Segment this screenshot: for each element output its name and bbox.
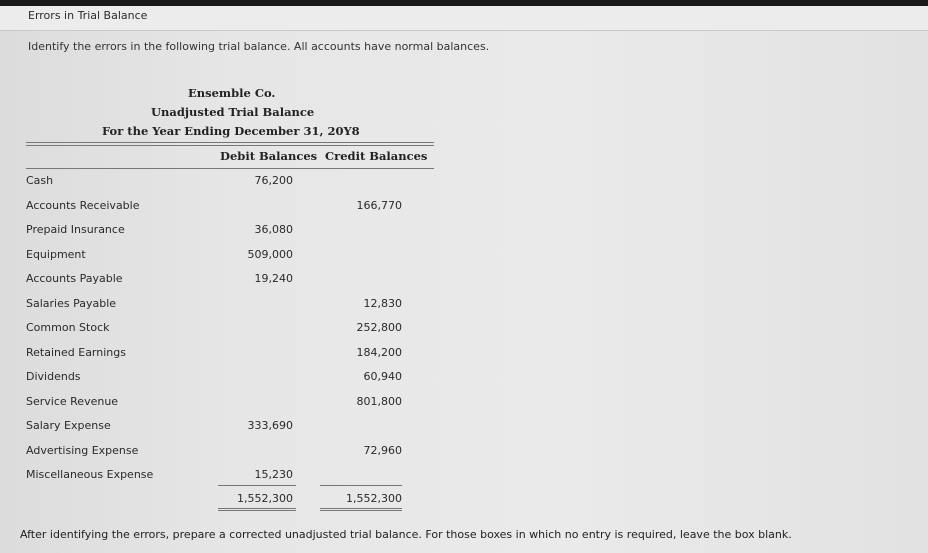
footer-instructions: After identifying the errors, prepare a corrected unadjusted trial balance. For those boxes in which no entry is required, leave the box blank. (20, 528, 792, 541)
debit-amount: 76,200 (254, 174, 293, 187)
column-header-divider (26, 168, 434, 169)
report-period: For the Year Ending December 31, 20Y8 (102, 124, 360, 138)
credit-amount: 801,800 (356, 395, 402, 408)
debit-column-header: Debit Balances (220, 149, 318, 163)
debit-amount: 36,080 (254, 223, 293, 236)
account-name: Miscellaneous Expense (26, 468, 154, 481)
header-divider-lower (26, 145, 434, 146)
account-name: Equipment (26, 248, 86, 261)
credit-amount: 252,800 (356, 321, 402, 334)
credit-total: 1,552,300 (346, 492, 402, 505)
account-name: Accounts Payable (26, 272, 123, 285)
report-name: Unadjusted Trial Balance (151, 105, 315, 119)
account-name: Retained Earnings (26, 346, 126, 359)
debit-total: 1,552,300 (237, 492, 293, 505)
account-name: Cash (26, 174, 54, 187)
credit-total-double-rule (320, 508, 402, 509)
account-name: Dividends (26, 370, 81, 383)
screen (0, 6, 928, 553)
credit-amount: 60,940 (363, 370, 402, 383)
instructions-text: Identify the errors in the following trial balance. All accounts have normal balances. (28, 40, 490, 53)
account-name: Advertising Expense (26, 444, 139, 457)
credit-amount: 12,830 (363, 297, 402, 310)
debit-total-double-rule-2 (218, 510, 296, 511)
credit-amount: 166,770 (356, 199, 402, 212)
debit-amount: 19,240 (254, 272, 293, 285)
page-title: Errors in Trial Balance (28, 9, 148, 22)
debit-amount: 333,690 (247, 419, 293, 432)
debit-total-double-rule (218, 508, 296, 509)
title-bar (0, 6, 928, 31)
header-divider (26, 142, 434, 143)
company-name: Ensemble Co. (188, 86, 276, 100)
debit-amount: 15,230 (254, 468, 293, 481)
account-name: Accounts Receivable (26, 199, 140, 212)
debit-amount: 509,000 (247, 248, 293, 261)
account-name: Common Stock (26, 321, 110, 334)
account-name: Prepaid Insurance (26, 223, 125, 236)
account-name: Service Revenue (26, 395, 119, 408)
account-name: Salary Expense (26, 419, 111, 432)
credit-column-header: Credit Balances (325, 149, 428, 163)
account-name: Salaries Payable (26, 297, 117, 310)
credit-amount: 72,960 (363, 444, 402, 457)
credit-total-double-rule-2 (320, 510, 402, 511)
credit-amount: 184,200 (356, 346, 402, 359)
credit-total-rule (320, 485, 402, 486)
debit-total-rule (218, 485, 296, 486)
